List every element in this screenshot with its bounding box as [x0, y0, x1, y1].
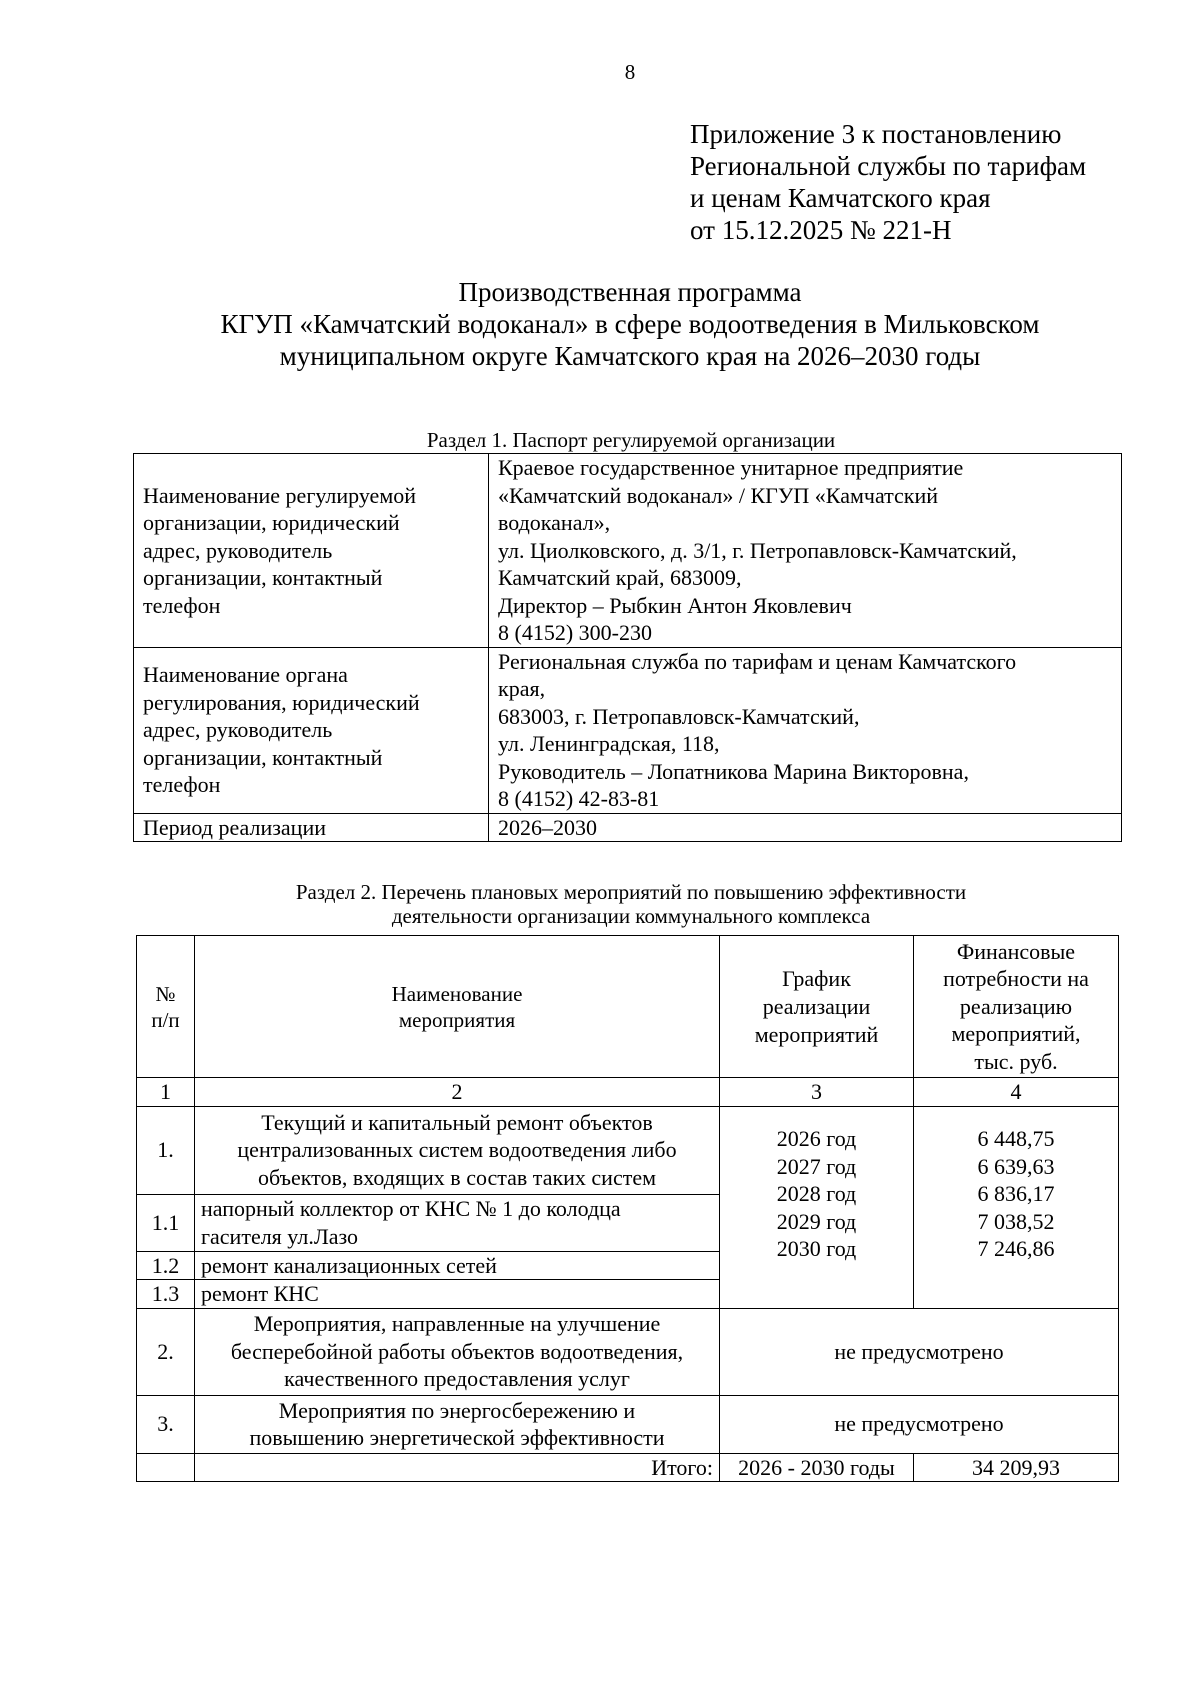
- cell-line: 2026–2030: [498, 814, 597, 840]
- schedule-year: 2027 год: [776, 1153, 857, 1179]
- cell-line: Краевое государственное унитарное предприятие: [498, 455, 964, 480]
- appendix-line: Региональной службы по тарифам: [690, 151, 1087, 181]
- row-number: 3.: [137, 1395, 195, 1453]
- schedule-year: 2030 год: [776, 1236, 857, 1262]
- schedule-year: 2028 год: [776, 1181, 857, 1207]
- cell-line: ул. Ленинградская, 118,: [498, 731, 720, 756]
- merged-status-cell: не предусмотрено: [720, 1395, 1119, 1453]
- header-line: График: [782, 965, 851, 991]
- table-header-row: [137, 936, 1119, 1078]
- cell-line: повышению энергетической эффективности: [249, 1425, 665, 1450]
- table-row: [137, 1308, 1119, 1395]
- total-row: [137, 1453, 1119, 1482]
- cell-line: ремонт канализационных сетей: [201, 1252, 497, 1278]
- cell-line: Наименование органа: [143, 662, 348, 688]
- cell-line: гасителя ул.Лазо: [201, 1223, 359, 1249]
- schedule-year: 2026 год: [776, 1126, 857, 1152]
- finance-value: 7 038,52: [977, 1208, 1055, 1234]
- header-line: потребности на: [943, 966, 1089, 992]
- row-number: 2.: [137, 1308, 195, 1395]
- cell-line: организации, контактный: [143, 744, 383, 770]
- header-line: мероприятий: [754, 1021, 879, 1047]
- appendix-header: [690, 118, 1086, 246]
- table-row: [137, 1106, 1119, 1194]
- appendix-line: Приложение 3 к постановлению: [690, 119, 1062, 149]
- cell-line: напорный коллектор от КНС № 1 до колодца: [201, 1196, 621, 1221]
- row-name: [195, 1251, 720, 1280]
- table-row: [137, 1395, 1119, 1453]
- cell-line: централизованных систем водоотведения либо: [237, 1137, 677, 1163]
- header-line: тыс. руб.: [974, 1048, 1058, 1074]
- cell-line: телефон: [143, 772, 221, 798]
- passport-label-cell: [134, 813, 489, 842]
- section1-caption: Раздел 1. Паспорт регулируемой организации: [426, 428, 836, 452]
- appendix-line: от 15.12.2025 № 221-Н: [690, 215, 952, 245]
- schedule-year: 2029 год: [776, 1208, 857, 1234]
- cell-line: организации, юридический: [143, 510, 400, 535]
- finance-cell: [914, 1106, 1119, 1308]
- row-number: 1.2: [137, 1251, 195, 1280]
- document-title: [0, 276, 1200, 372]
- row-name: [195, 1308, 720, 1395]
- table-row: [134, 454, 1122, 648]
- cell-line: адрес, руководитель: [143, 717, 333, 743]
- column-number: 1: [137, 1078, 195, 1107]
- merged-status-cell: не предусмотрено: [720, 1308, 1119, 1395]
- cell-line: качественного предоставления услуг: [284, 1366, 630, 1392]
- header-line: реализацию: [959, 993, 1073, 1019]
- row-name: [195, 1395, 720, 1453]
- page-number: 8: [624, 60, 636, 84]
- passport-label-cell: [134, 647, 489, 813]
- column-number: 4: [914, 1078, 1119, 1107]
- header-schedule: [720, 936, 914, 1078]
- cell-line: Руководитель – Лопатникова Марина Викторовна,: [498, 758, 969, 784]
- header-line: Финансовые: [956, 938, 1076, 964]
- cell-line: ремонт КНС: [201, 1281, 319, 1306]
- header-line: Наименование: [391, 981, 523, 1006]
- title-line: Производственная программа: [458, 277, 802, 307]
- title-line: муниципальном округе Камчатского края на 2026–2030 годы: [279, 341, 981, 371]
- passport-table: [133, 453, 1122, 842]
- cell-line: Директор – Рыбкин Антон Яковлевич: [498, 592, 852, 618]
- total-label: Итого:: [195, 1453, 720, 1482]
- passport-value-cell: [489, 454, 1122, 648]
- cell-line: организации, контактный: [143, 565, 383, 590]
- finance-value: 6 639,63: [977, 1153, 1055, 1179]
- total-period: 2026 - 2030 годы: [720, 1453, 914, 1482]
- row-number: 1.3: [137, 1280, 195, 1309]
- title-line: КГУП «Камчатский водоканал» в сфере водоотведения в Мильковском: [220, 309, 1040, 339]
- cell-line: «Камчатский водоканал» / КГУП «Камчатский: [498, 482, 939, 508]
- schedule-cell: [720, 1106, 914, 1308]
- header-finance: [914, 936, 1119, 1078]
- section2-caption: [0, 880, 1200, 928]
- finance-value: 7 246,86: [977, 1236, 1055, 1262]
- column-number: 2: [195, 1078, 720, 1107]
- total-empty-cell: [137, 1453, 195, 1482]
- row-number: 1.1: [137, 1194, 195, 1251]
- header-line: №: [155, 981, 176, 1006]
- cell-line: Мероприятия по энергосбережению и: [278, 1397, 636, 1423]
- row-name: [195, 1194, 720, 1251]
- cell-line: телефон: [143, 592, 221, 618]
- cell-line: ул. Циолковского, д. 3/1, г. Петропавловск-Камчатский,: [498, 537, 1017, 563]
- cell-line: объектов, входящих в состав таких систем: [257, 1164, 657, 1190]
- header-name: [195, 936, 720, 1078]
- row-number: 1.: [137, 1106, 195, 1194]
- cell-line: регулирования, юридический: [143, 689, 420, 715]
- header-num: [137, 936, 195, 1078]
- cell-line: 683003, г. Петропавловск-Камчатский,: [498, 703, 860, 729]
- passport-value-cell: [489, 647, 1122, 813]
- total-amount: 34 209,93: [914, 1453, 1119, 1482]
- finance-value: 6 836,17: [977, 1181, 1055, 1207]
- finance-value: 6 448,75: [977, 1126, 1055, 1152]
- header-line: мероприятия: [398, 1007, 516, 1032]
- cell-line: Камчатский край, 683009,: [498, 565, 742, 590]
- header-line: п/п: [151, 1007, 180, 1032]
- row-name: [195, 1280, 720, 1309]
- header-line: мероприятий,: [951, 1021, 1081, 1047]
- column-number-row: [137, 1078, 1119, 1107]
- cell-line: бесперебойной работы объектов водоотведения,: [230, 1338, 684, 1364]
- table-row: [134, 813, 1122, 842]
- passport-value-cell: [489, 813, 1122, 842]
- passport-label-cell: [134, 454, 489, 648]
- cell-line: Наименование регулируемой: [143, 482, 417, 508]
- cell-line: адрес, руководитель: [143, 537, 333, 563]
- column-number: 3: [720, 1078, 914, 1107]
- cell-line: Текущий и капитальный ремонт объектов: [261, 1109, 653, 1135]
- table-row: [134, 647, 1122, 813]
- cell-line: Период реализации: [143, 814, 327, 840]
- cell-line: 8 (4152) 42-83-81: [498, 786, 660, 811]
- cell-line: края,: [498, 676, 546, 701]
- appendix-line: и ценам Камчатского края: [690, 183, 991, 213]
- measures-table: [136, 935, 1119, 1482]
- header-line: реализации: [762, 993, 871, 1019]
- row-name: [195, 1106, 720, 1194]
- cell-line: Мероприятия, направленные на улучшение: [253, 1311, 661, 1337]
- caption-line: Раздел 2. Перечень плановых мероприятий по повышению эффективности: [295, 880, 967, 904]
- cell-line: 8 (4152) 300-230: [498, 620, 652, 645]
- cell-line: Региональная служба по тарифам и ценам Камчатского: [498, 648, 1017, 674]
- cell-line: водоканал»,: [498, 510, 611, 535]
- caption-line: деятельности организации коммунального комплекса: [391, 904, 871, 928]
